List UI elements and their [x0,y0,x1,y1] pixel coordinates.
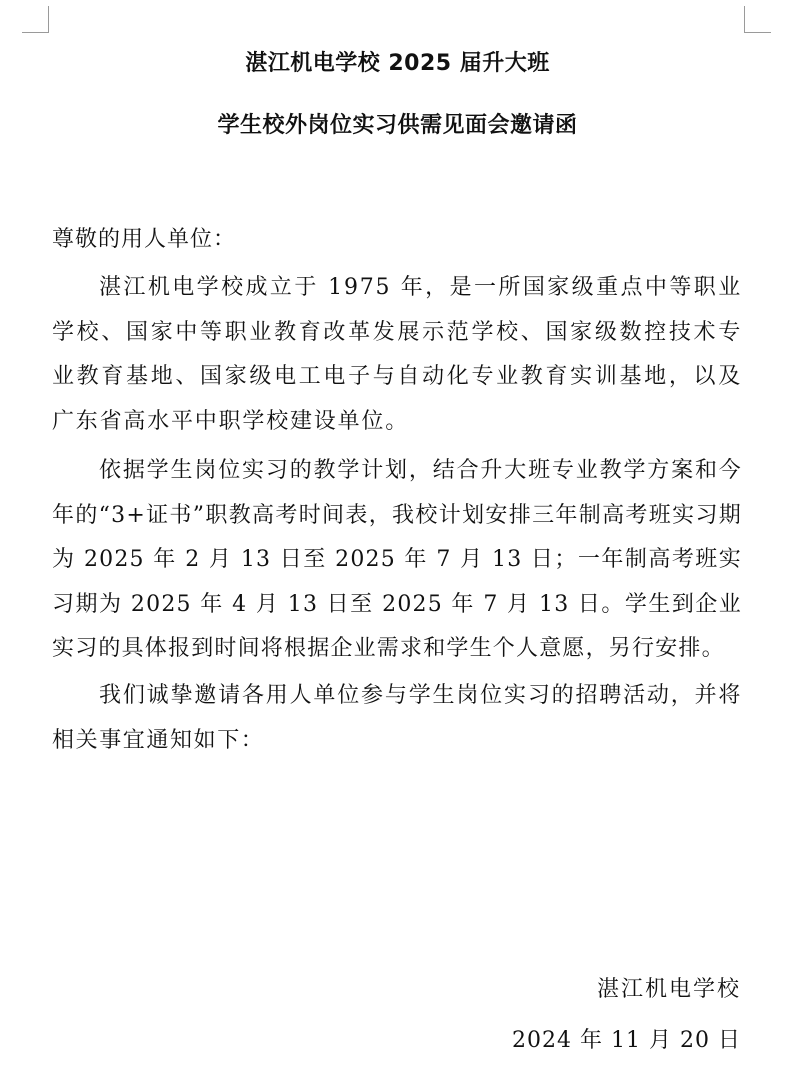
paragraph-school-intro: 湛江机电学校成立于 1975 年，是一所国家级重点中等职业学校、国家中等职业教育改革发展示范学校、国家级数控技术专业教育基地、国家级电工电子与自动化专业教育实训基地，以及广东省高水平中职学校建设单位。 [52,275,742,434]
document-subtitle: 学生校外岗位实习供需见面会邀请函 [217,113,578,138]
paragraph-internship-schedule: 依据学生岗位实习的教学计划，结合升大班专业教学方案和今年的“3+证书”职教高考时间表，我校计划安排三年制高考班实习期为 2025 年 2 月 13 日至 2025 年 7 月 13 日；一年制高考班实习期为 2025 年 4 月 13 日至 2025 年 7 月 13 日。学生到企业实习的具体报到时间将根据企业需求和学生个人意愿，另行安排。 [52,458,742,661]
paragraph-invitation: 我们诚挚邀请各用人单位参与学生岗位实习的招聘活动，并将相关事宜通知如下： [52,683,742,753]
corner-mark-top-right [744,6,771,33]
document-title: 湛江机电学校 2025 届升大班 [245,51,550,76]
corner-mark-top-left [22,6,49,33]
signature-organization: 湛江机电学校 [596,977,741,1002]
signature-date: 2024 年 11 月 20 日 [512,1028,741,1053]
salutation: 尊敬的用人单位： [52,227,237,252]
